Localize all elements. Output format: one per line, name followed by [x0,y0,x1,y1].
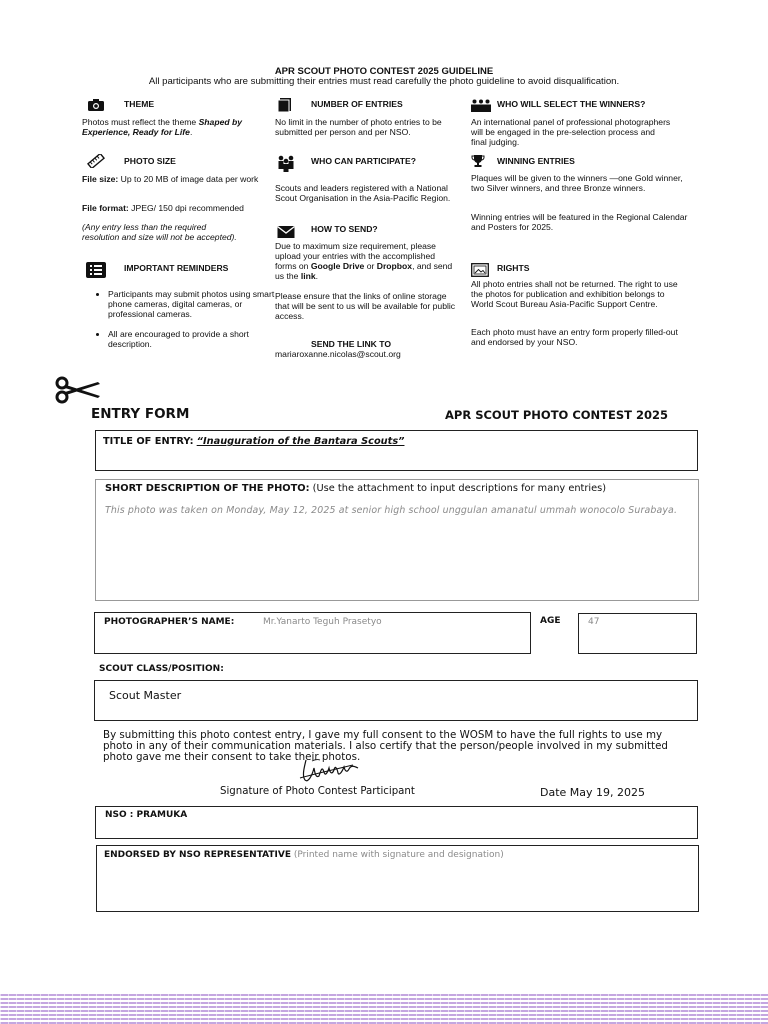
photographer-name-label: PHOTOGRAPHER’S NAME: [104,617,235,627]
age-label: AGE [540,616,561,626]
camera-icon [87,98,105,112]
signature-image [298,756,368,786]
guideline-title: APR SCOUT PHOTO CONTEST 2025 GUIDELINE [274,66,494,77]
endorsement-hint: (Printed name with signature and designation) [291,850,504,860]
reminders-list [90,289,276,359]
date-label: Date [540,786,567,799]
winning-heading: WINNING ENTRIES [497,156,575,166]
send-heading: HOW TO SEND? [311,224,378,234]
age-value: 47 [588,617,600,627]
photo-size-text: File size: Up to 20 MB of image data per work [82,174,259,184]
scout-class-field[interactable] [94,680,698,721]
participate-text: Scouts and leaders registered with a National Scout Organisation in the Asia-Pacific Region. [275,183,451,203]
theme-text: Photos must reflect the theme Shaped by Experience, Ready for Life. [82,117,243,137]
contest-name: APR SCOUT PHOTO CONTEST 2025 [445,408,669,422]
entries-text: No limit in the number of photo entries to be submitted per person and per NSO. [275,117,442,137]
title-of-entry-label: TITLE OF ENTRY: [103,436,194,447]
rights-heading: RIGHTS [497,263,530,273]
scout-class-value: Scout Master [109,689,182,702]
people-icon [276,155,296,172]
rights-text-1: All photo entries shall not be returned. The right to use the photos for publication and exhibition belongs to World Scout Bureau Asia-Pacific Support Centre. [471,279,678,309]
endorsement-field[interactable] [96,845,699,912]
endorsement-label: ENDORSED BY NSO REPRESENTATIVE [104,850,292,860]
date-value: May 19, 2025 [569,786,646,799]
reminders-heading: IMPORTANT REMINDERS [124,263,229,273]
scout-class-label: SCOUT CLASS/POSITION: [99,664,224,674]
ruler-icon [87,154,105,168]
participate-heading: WHO CAN PARTICIPATE? [311,156,417,166]
trophy-icon [471,154,485,168]
entry-form-heading: ENTRY FORM [91,406,190,422]
send-text: Due to maximum size requirement, please upload your entries with the accomplished forms on Google Drive or Dropbox, and send us the link. [275,241,453,281]
photo-size-note: (Any entry less than the required resolution and size will not be accepted). [82,222,237,242]
photo-size-heading: PHOTO SIZE [124,156,176,166]
signature-label: Signature of Photo Contest Participant [220,786,415,797]
short-description-label: SHORT DESCRIPTION OF THE PHOTO: [105,483,310,494]
rights-text-2: Each photo must have an entry form properly filled-out and endorsed by your NSO. [471,327,678,347]
list-item: • All are encouraged to provide a short description. [108,329,276,349]
send-public-text: Please ensure that the links of online storage that will be sent to us will be available for public access. [275,291,456,321]
send-link-heading: SEND THE LINK TO [311,339,392,349]
title-of-entry-value: “Inauguration of the Bantara Scouts” [196,436,405,447]
winners-heading: WHO WILL SELECT THE WINNERS? [497,99,646,109]
title-of-entry-field[interactable] [95,430,698,471]
envelope-icon [277,225,295,239]
short-description-value: This photo was taken on Monday, May 12, 2025 at senior high school unggulan amanatul ummah wonocolo Surabaya. [105,505,678,516]
contact-email[interactable]: mariaroxanne.nicolas@scout.org [275,349,401,359]
short-description-hint: (Use the attachment to input descriptions for many entries) [309,483,607,494]
guideline-subtitle: All participants who are submitting their entries must read carefully the photo guideline to avoid disqualification. [148,76,620,87]
winning-text-1: Plaques will be given to the winners —one Gold winner, two Silver winners, and three Bronze winners. [471,173,683,193]
picture-frame-icon [471,263,489,277]
nso-field[interactable] [95,806,698,839]
winners-text: An international panel of professional photographers will be engaged in the pre-selection process and final judging. [471,117,671,147]
winning-text-2: Winning entries will be featured in the Regional Calendar and Posters for 2025. [471,212,688,232]
panel-judges-icon [471,99,491,112]
entries-heading: NUMBER OF ENTRIES [311,99,403,109]
consent-text: By submitting this photo contest entry, I gave my full consent to the WOSM to have the full rights to use my photo in any of their communication materials. I also certify that the person/people involved in my submitted photo gave me their consent to take their photos. [103,729,668,764]
list-item: • Participants may submit photos using smart phone cameras, digital cameras, or professional cameras. [108,289,276,319]
footer-stripes [0,994,768,1024]
theme-heading: THEME [124,99,155,109]
nso-label: NSO : PRAMUKA [105,810,188,820]
photographer-name-value: Mr.Yanarto Teguh Prasetyo [263,617,382,627]
age-field[interactable] [578,613,697,654]
checklist-icon [86,262,106,278]
photo-format-text: File format: JPEG/ 150 dpi recommended [82,203,244,213]
photographer-name-field[interactable] [94,612,531,654]
short-description-field[interactable] [95,479,699,601]
date-field [540,786,645,799]
scissors-icon [54,376,102,404]
copies-icon [277,98,295,112]
